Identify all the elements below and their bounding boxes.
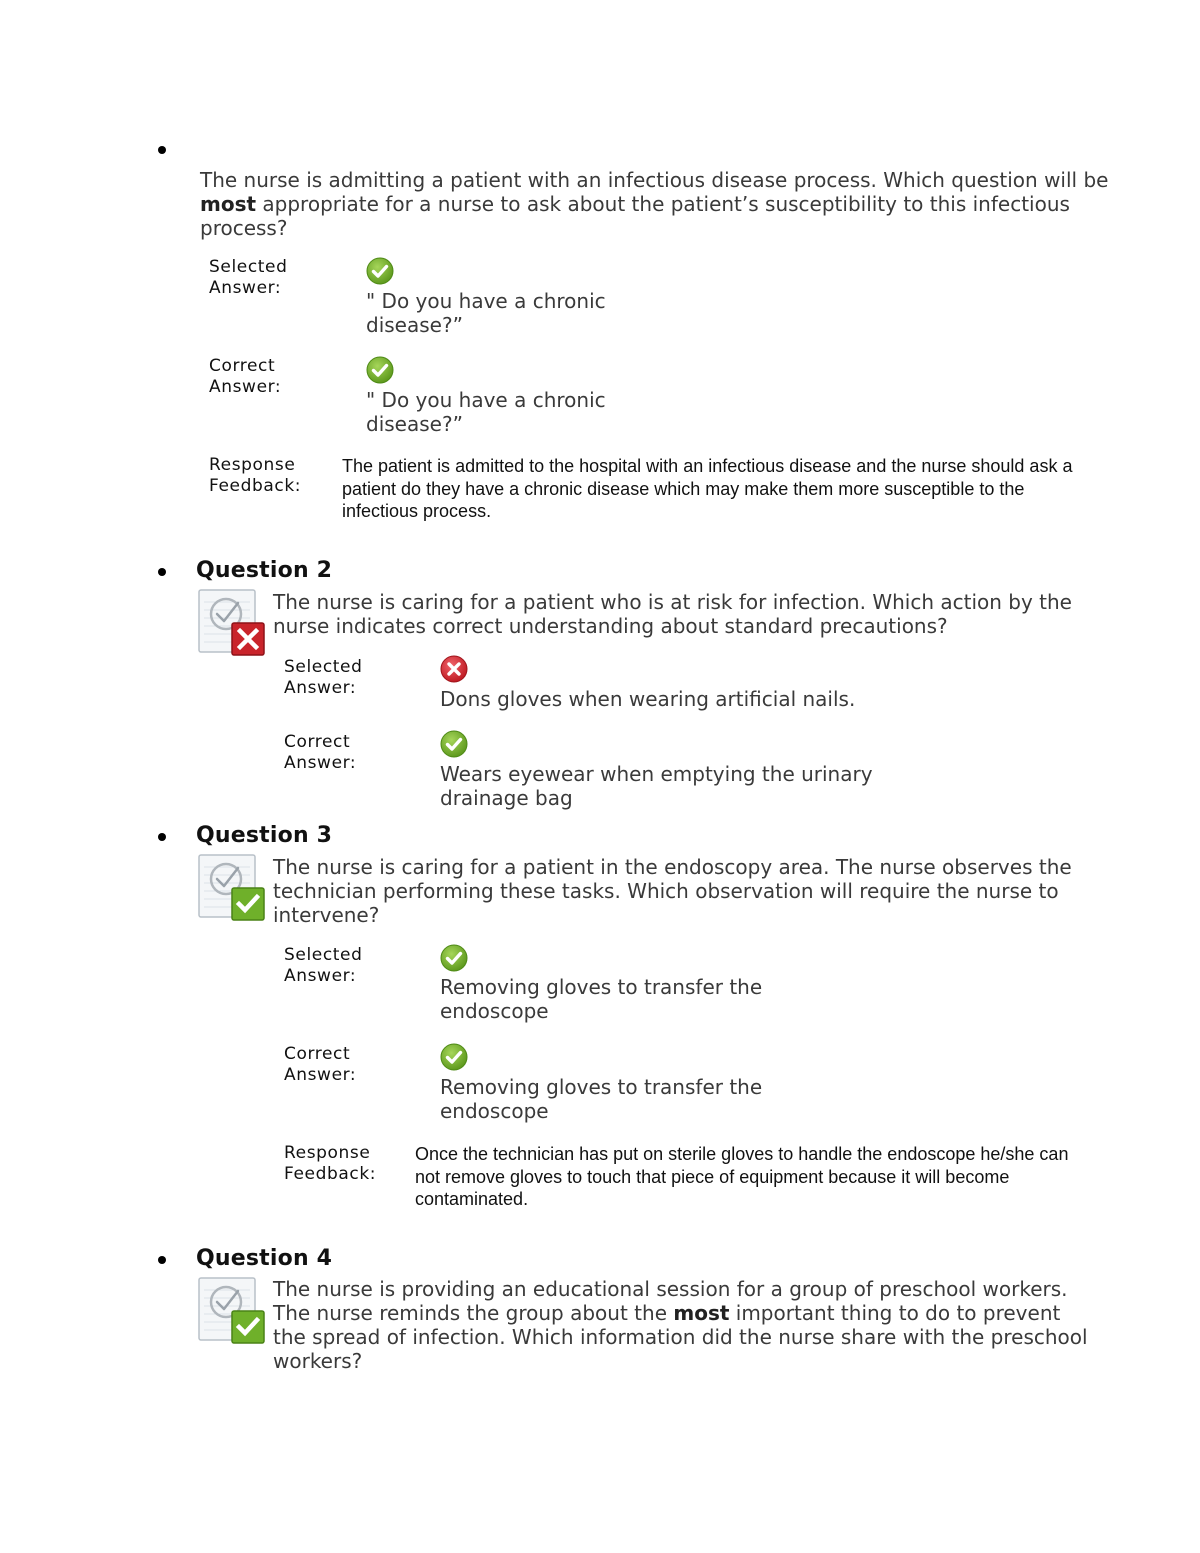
question-2-title: Question 2 [196, 558, 333, 583]
question-correct-icon [198, 853, 268, 921]
correct-answer-label: Correct Answer: [284, 1044, 357, 1085]
question-4-text: The nurse is providing an educational session for a group of preschool workers. The nurse reminds the group about the most important thing to do to prevent the spread of infection. Which information did the nurse share with the preschool workers? [273, 1277, 1088, 1373]
correct-answer-text: Wears eyewear when emptying the urinary drainage bag [440, 762, 873, 810]
correct-answer-text: " Do you have a chronic disease?” [366, 388, 606, 436]
response-feedback-label: Response Feedback: [284, 1143, 377, 1184]
question-2-text: The nurse is caring for a patient who is at risk for infection. Which action by the nurse indicates correct understanding about standard precautions? [273, 590, 1072, 638]
correct-answer-label: Correct Answer: [209, 356, 282, 397]
list-bullet [158, 568, 166, 576]
incorrect-x-icon [440, 655, 468, 683]
correct-check-icon [440, 1043, 468, 1071]
selected-answer-label: Selected Answer: [284, 657, 363, 698]
selected-answer-text: Dons gloves when wearing artificial nails. [440, 687, 856, 711]
selected-answer-text: " Do you have a chronic disease?” [366, 289, 606, 337]
response-feedback-text: The patient is admitted to the hospital with an infectious disease and the nurse should ask a patient do they have a chronic disease which may make them more susceptible to the infectious process. [342, 456, 1073, 521]
list-bullet [158, 1256, 166, 1264]
selected-answer-label: Selected Answer: [209, 257, 288, 298]
response-feedback-text: Once the technician has put on sterile gloves to handle the endoscope he/she can not remove gloves to touch that piece of equipment because it will become contaminated. [415, 1144, 1069, 1209]
question-1-text: The nurse is admitting a patient with an infectious disease process. Which question will be most appropriate for a nurse to ask about the patient’s susceptibility to this infectious process? [200, 168, 1109, 240]
question-correct-icon [198, 1276, 268, 1344]
question-3-title: Question 3 [196, 823, 333, 848]
question-incorrect-icon [198, 588, 268, 656]
selected-answer-label: Selected Answer: [284, 945, 363, 986]
correct-answer-label: Correct Answer: [284, 732, 357, 773]
list-bullet [158, 146, 166, 154]
correct-check-icon [366, 356, 394, 384]
correct-check-icon [366, 257, 394, 285]
correct-check-icon [440, 944, 468, 972]
selected-answer-text: Removing gloves to transfer the endoscope [440, 975, 763, 1023]
correct-check-icon [440, 730, 468, 758]
response-feedback-label: Response Feedback: [209, 455, 302, 496]
question-3-text: The nurse is caring for a patient in the endoscopy area. The nurse observes the technician performing these tasks. Which observation will require the nurse to intervene? [273, 855, 1072, 927]
list-bullet [158, 833, 166, 841]
question-4-title: Question 4 [196, 1246, 333, 1271]
correct-answer-text: Removing gloves to transfer the endoscope [440, 1075, 763, 1123]
